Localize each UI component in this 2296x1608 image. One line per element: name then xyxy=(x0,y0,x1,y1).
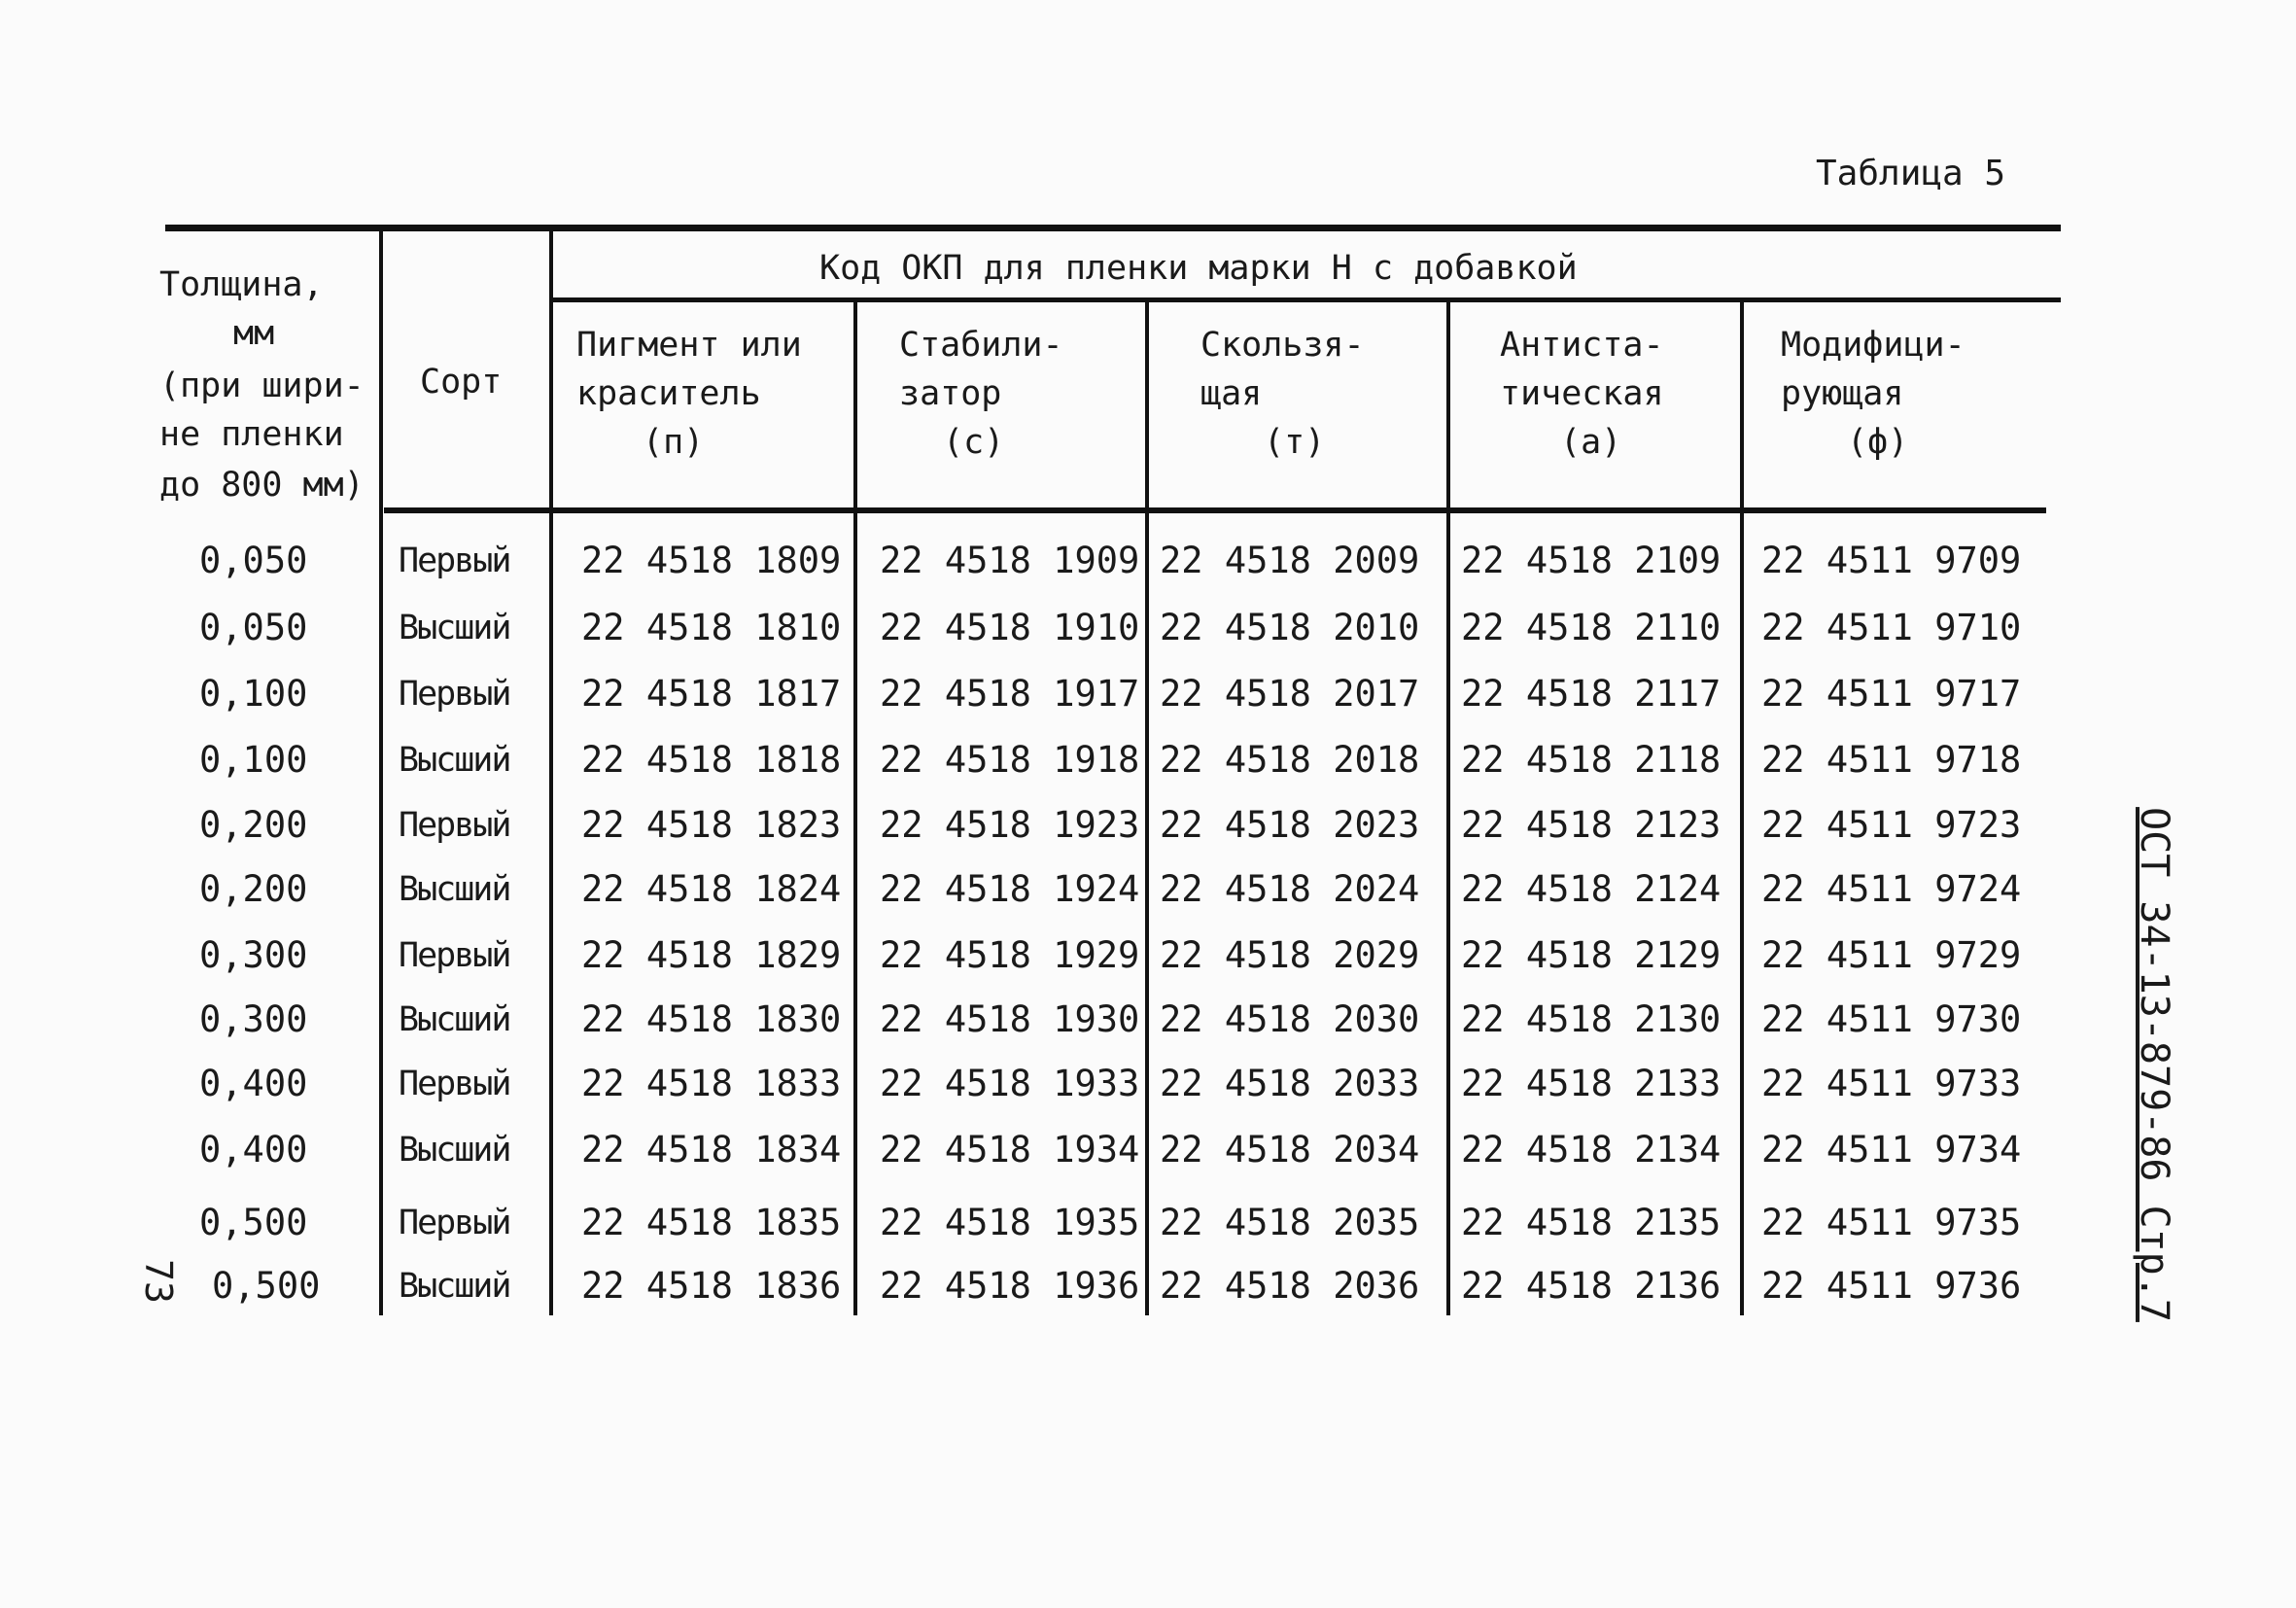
table-cell-grade: Первый xyxy=(399,1065,510,1103)
column-divider xyxy=(853,299,857,1315)
header-group: Код ОКП для пленки марки Н с добавкой xyxy=(819,249,1578,288)
header-thickness-line: мм xyxy=(233,314,275,353)
table-cell-code: 22 4511 9729 xyxy=(1761,934,2022,976)
table-cell-code: 22 4518 2130 xyxy=(1461,998,1722,1040)
table-cell-code: 22 4518 1829 xyxy=(581,934,842,976)
header-additive-2: (т) xyxy=(1264,423,1326,462)
header-additive-2: Скользя- xyxy=(1200,326,1365,365)
table-cell-grade: Первый xyxy=(399,806,510,845)
table-cell-code: 22 4518 1836 xyxy=(581,1265,842,1307)
table-cell-code: 22 4518 1835 xyxy=(581,1202,842,1243)
table-cell-code: 22 4518 1923 xyxy=(880,804,1140,846)
table-cell-code: 22 4518 2134 xyxy=(1461,1129,1722,1171)
table-cell-code: 22 4518 2036 xyxy=(1160,1265,1420,1307)
table-cell-code: 22 4518 1809 xyxy=(581,540,842,581)
header-bottom-rule xyxy=(384,507,2046,513)
table-caption: Таблица 5 xyxy=(1816,154,2006,193)
header-grade: Сорт xyxy=(420,363,503,402)
table-cell-grade: Первый xyxy=(399,936,510,975)
table-cell-code: 22 4511 9718 xyxy=(1761,739,2022,781)
table-cell-code: 22 4518 1833 xyxy=(581,1063,842,1104)
table-cell-code: 22 4511 9710 xyxy=(1761,607,2022,648)
table-cell-code: 22 4518 2135 xyxy=(1461,1202,1722,1243)
table-cell-code: 22 4518 2030 xyxy=(1160,998,1420,1040)
table-cell-code: 22 4518 2124 xyxy=(1461,868,1722,910)
table-cell-code: 22 4518 2117 xyxy=(1461,673,1722,715)
table-cell-code: 22 4511 9723 xyxy=(1761,804,2022,846)
table-cell-code: 22 4518 1818 xyxy=(581,739,842,781)
table-cell-thickness: 0,200 xyxy=(199,804,308,846)
column-divider xyxy=(379,231,383,1315)
table-cell-code: 22 4518 1936 xyxy=(880,1265,1140,1307)
table-cell-code: 22 4518 1918 xyxy=(880,739,1140,781)
table-cell-code: 22 4518 2009 xyxy=(1160,540,1420,581)
table-cell-thickness: 0,050 xyxy=(199,607,308,648)
table-cell-code: 22 4511 9733 xyxy=(1761,1063,2022,1104)
table-cell-code: 22 4518 1909 xyxy=(880,540,1140,581)
table-cell-grade: Высший xyxy=(399,609,510,647)
table-cell-thickness: 0,400 xyxy=(199,1063,308,1104)
table-cell-thickness: 0,400 xyxy=(199,1129,308,1171)
header-thickness-line: до 800 мм) xyxy=(159,466,365,505)
table-cell-code: 22 4511 9736 xyxy=(1761,1265,2022,1307)
table-cell-grade: Высший xyxy=(399,870,510,909)
header-thickness-line: Толщина, xyxy=(159,265,324,304)
table-cell-code: 22 4518 2136 xyxy=(1461,1265,1722,1307)
table-cell-code: 22 4511 9730 xyxy=(1761,998,2022,1040)
table-cell-thickness: 0,500 xyxy=(212,1265,321,1307)
header-additive-3: Антиста- xyxy=(1500,326,1664,365)
header-additive-0: краситель xyxy=(576,374,761,413)
table-cell-thickness: 0,300 xyxy=(199,998,308,1040)
table-cell-grade: Высший xyxy=(399,1267,510,1306)
table-cell-code: 22 4518 2123 xyxy=(1461,804,1722,846)
side-label: ОСТ 34-13-879-86 Стр.7 xyxy=(2132,807,2176,1322)
table-cell-code: 22 4518 1924 xyxy=(880,868,1140,910)
header-additive-0: Пигмент или xyxy=(576,326,802,365)
table-cell-code: 22 4511 9724 xyxy=(1761,868,2022,910)
table-cell-code: 22 4518 2033 xyxy=(1160,1063,1420,1104)
column-divider xyxy=(1740,299,1744,1315)
table-cell-code: 22 4518 2018 xyxy=(1160,739,1420,781)
table-cell-code: 22 4511 9734 xyxy=(1761,1129,2022,1171)
table-cell-code: 22 4518 2133 xyxy=(1461,1063,1722,1104)
table-cell-code: 22 4518 1935 xyxy=(880,1202,1140,1243)
table-cell-code: 22 4518 2024 xyxy=(1160,868,1420,910)
table-cell-code: 22 4518 2110 xyxy=(1461,607,1722,648)
table-cell-thickness: 0,100 xyxy=(199,739,308,781)
table-cell-code: 22 4518 1930 xyxy=(880,998,1140,1040)
table-cell-grade: Первый xyxy=(399,542,510,580)
table-top-rule xyxy=(165,225,2061,231)
header-additive-0: (п) xyxy=(643,423,705,462)
table-cell-thickness: 0,100 xyxy=(199,673,308,715)
table-cell-grade: Высший xyxy=(399,1000,510,1039)
group-header-rule xyxy=(549,297,2061,302)
table-cell-code: 22 4511 9717 xyxy=(1761,673,2022,715)
table-cell-code: 22 4518 1910 xyxy=(880,607,1140,648)
header-additive-1: (с) xyxy=(943,423,1005,462)
header-additive-4: рующая xyxy=(1781,374,1904,413)
column-divider xyxy=(1446,299,1450,1315)
table-cell-code: 22 4518 2029 xyxy=(1160,934,1420,976)
column-divider xyxy=(549,231,553,1315)
table-cell-code: 22 4518 1917 xyxy=(880,673,1140,715)
table-cell-thickness: 0,050 xyxy=(199,540,308,581)
table-cell-code: 22 4518 2109 xyxy=(1461,540,1722,581)
table-cell-code: 22 4518 1824 xyxy=(581,868,842,910)
table-cell-thickness: 0,500 xyxy=(199,1202,308,1243)
table-cell-code: 22 4518 1934 xyxy=(880,1129,1140,1171)
header-thickness-line: (при шири- xyxy=(159,367,365,405)
table-cell-code: 22 4518 2023 xyxy=(1160,804,1420,846)
table-cell-code: 22 4511 9735 xyxy=(1761,1202,2022,1243)
table-cell-thickness: 0,200 xyxy=(199,868,308,910)
table-cell-code: 22 4518 1933 xyxy=(880,1063,1140,1104)
table-cell-code: 22 4518 1834 xyxy=(581,1129,842,1171)
column-divider xyxy=(1145,299,1149,1315)
table-cell-thickness: 0,300 xyxy=(199,934,308,976)
table-cell-grade: Первый xyxy=(399,1204,510,1242)
header-additive-4: Модифици- xyxy=(1781,326,1966,365)
table-cell-grade: Высший xyxy=(399,1131,510,1170)
table-cell-code: 22 4518 1810 xyxy=(581,607,842,648)
table-cell-code: 22 4518 1817 xyxy=(581,673,842,715)
table-cell-code: 22 4518 2034 xyxy=(1160,1129,1420,1171)
header-additive-2: щая xyxy=(1200,374,1263,413)
table-cell-grade: Первый xyxy=(399,675,510,714)
header-additive-1: Стабили- xyxy=(899,326,1063,365)
table-cell-code: 22 4518 1929 xyxy=(880,934,1140,976)
header-additive-3: тическая xyxy=(1500,374,1664,413)
table-cell-code: 22 4518 2118 xyxy=(1461,739,1722,781)
table-cell-code: 22 4511 9709 xyxy=(1761,540,2022,581)
header-thickness-line: не пленки xyxy=(159,415,344,454)
table-cell-code: 22 4518 2035 xyxy=(1160,1202,1420,1243)
table-cell-grade: Высший xyxy=(399,741,510,780)
table-cell-code: 22 4518 2010 xyxy=(1160,607,1420,648)
table-cell-code: 22 4518 1830 xyxy=(581,998,842,1040)
header-additive-4: (ф) xyxy=(1847,423,1909,462)
table-cell-code: 22 4518 2017 xyxy=(1160,673,1420,715)
header-additive-3: (а) xyxy=(1560,423,1622,462)
page-number: 73 xyxy=(137,1259,180,1304)
table-cell-code: 22 4518 1823 xyxy=(581,804,842,846)
table-cell-code: 22 4518 2129 xyxy=(1461,934,1722,976)
header-additive-1: затор xyxy=(899,374,1002,413)
